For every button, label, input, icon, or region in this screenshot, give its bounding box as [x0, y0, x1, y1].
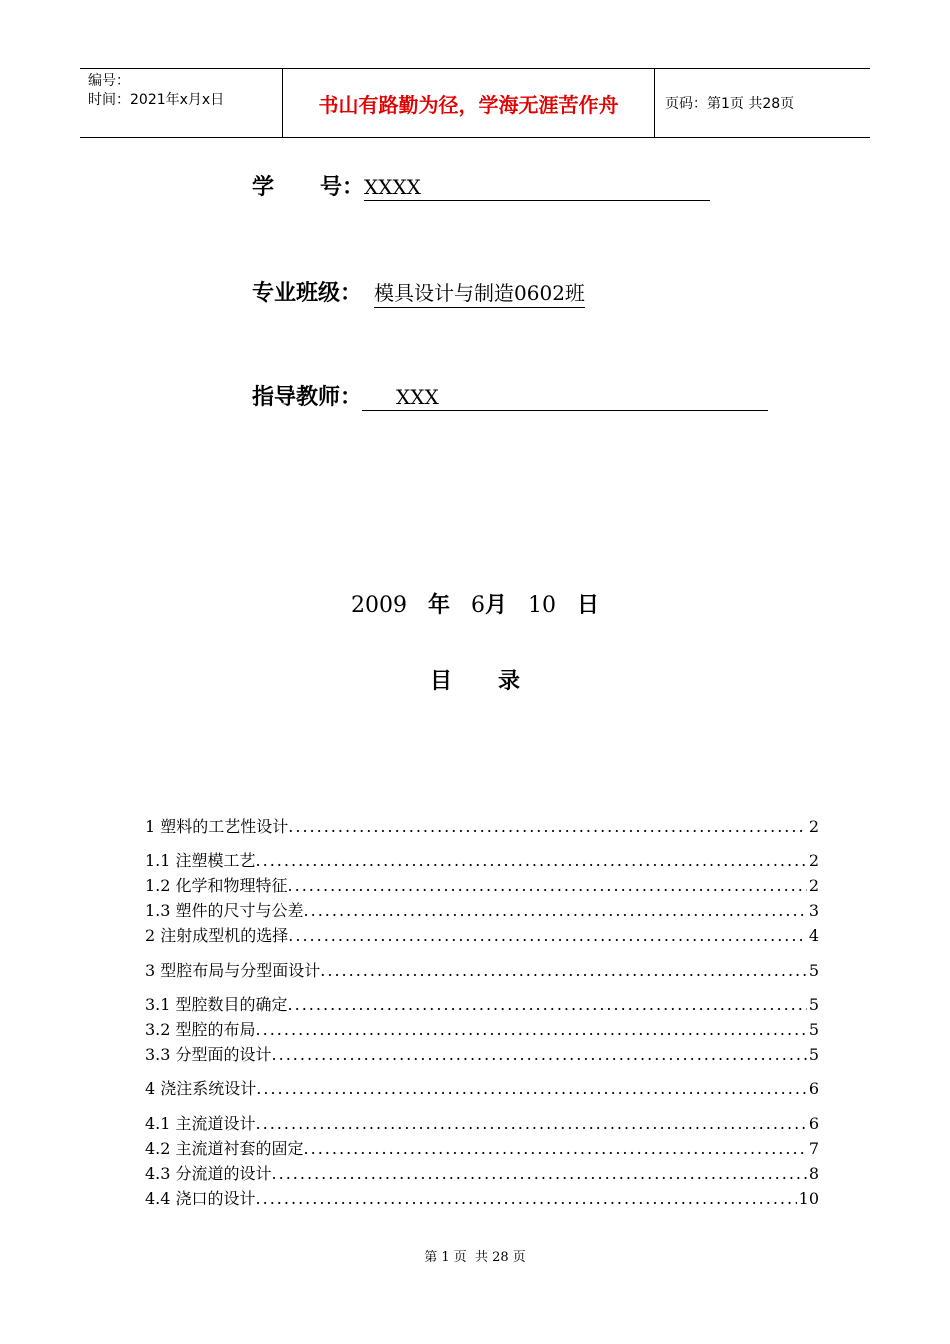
toc-item[interactable] — [145, 1136, 819, 1158]
toc-leader-dots — [256, 851, 807, 870]
toc-item[interactable] — [145, 1017, 819, 1039]
toc-item-page: 6 — [808, 1079, 819, 1098]
toc-item[interactable] — [145, 1111, 819, 1133]
toc-item-title: 1.3 塑件的尺寸与公差 — [145, 901, 304, 920]
toc-item-title: 4 浇注系统设计 — [145, 1079, 257, 1098]
page-footer: 第 1 页 共 28 页 — [424, 1250, 526, 1265]
class-value: 模具设计与制造0602班 — [374, 277, 585, 308]
header-meta — [80, 69, 282, 137]
date-line — [0, 588, 950, 619]
student-id-text: XXXX — [363, 175, 421, 199]
toc-item-page: 10 — [798, 1189, 819, 1208]
toc-item-title: 4.1 主流道设计 — [145, 1114, 256, 1133]
student-id-label: 学 号： — [252, 175, 364, 200]
date-day: 10 — [527, 593, 556, 618]
header-motto: 书山有路勤为径，学海无涯苦作舟 — [318, 92, 619, 117]
toc-item[interactable] — [145, 923, 819, 945]
toc-leader-dots — [288, 926, 807, 945]
toc-item-title: 1 塑料的工艺性设计 — [145, 817, 289, 836]
toc-item-title: 3.1 型腔数目的确定 — [145, 995, 288, 1014]
date-month: 6 — [470, 593, 485, 618]
toc-item-page: 2 — [808, 876, 819, 895]
advisor-text: XXX — [396, 385, 439, 409]
toc-item[interactable] — [145, 1161, 819, 1183]
toc-item[interactable] — [145, 992, 819, 1014]
toc-item-title: 2 注射成型机的选择 — [145, 926, 289, 945]
toc-item-page: 3 — [808, 901, 819, 920]
toc-item[interactable] — [145, 1042, 819, 1064]
header-time-label: 时间：2021年x月x日 — [88, 92, 225, 108]
header-motto-cell — [282, 69, 655, 137]
toc-leader-dots — [256, 1079, 807, 1098]
class-label: 专业班级： — [252, 281, 363, 306]
class-field — [252, 276, 585, 308]
advisor-value — [362, 385, 768, 411]
date-month-char: 月 — [484, 593, 507, 618]
toc-item-page: 2 — [808, 851, 819, 870]
toc-leader-dots — [272, 1164, 807, 1183]
toc-item-title: 3.2 型腔的布局 — [145, 1020, 256, 1039]
toc-leader-dots — [288, 876, 807, 895]
toc-item-page: 8 — [808, 1164, 819, 1183]
toc-leader-dots — [256, 1020, 807, 1039]
date-year-char: 年 — [427, 593, 450, 618]
toc-leader-dots — [256, 1189, 797, 1208]
advisor-label: 指导教师： — [252, 385, 363, 410]
header-table — [80, 68, 870, 138]
toc-leader-dots — [288, 817, 807, 836]
toc-item-title: 4.3 分流道的设计 — [145, 1164, 272, 1183]
toc-leader-dots — [272, 1045, 807, 1064]
toc-item-title: 1.1 注塑模工艺 — [145, 851, 256, 870]
advisor-field — [252, 380, 768, 411]
toc-leader-dots — [304, 901, 807, 920]
toc-item[interactable] — [145, 958, 819, 980]
toc-item-title: 3 型腔布局与分型面设计 — [145, 961, 321, 980]
toc-item-page: 5 — [808, 1045, 819, 1064]
toc-leader-dots — [304, 1139, 807, 1158]
toc-leader-dots — [320, 961, 807, 980]
toc-leader-dots — [256, 1114, 807, 1133]
toc-item[interactable] — [145, 1186, 819, 1208]
toc-item-page: 4 — [808, 926, 819, 945]
toc-item[interactable] — [145, 1076, 819, 1098]
toc-item-title: 3.3 分型面的设计 — [145, 1045, 272, 1064]
toc-title: 目 录 — [430, 669, 520, 694]
date-year: 2009 — [351, 593, 407, 618]
toc-item-page: 2 — [808, 817, 819, 836]
toc-item-page: 7 — [808, 1139, 819, 1158]
date-day-char: 日 — [576, 593, 599, 618]
header-page-info: 页码：第1页 共28页 — [665, 96, 795, 112]
header-number-label: 编号： — [88, 73, 130, 89]
toc-item[interactable] — [145, 814, 819, 836]
toc-item[interactable] — [145, 873, 819, 895]
student-id-value — [364, 175, 710, 201]
student-id-field — [252, 170, 710, 201]
toc-item-title: 1.2 化学和物理特征 — [145, 876, 288, 895]
toc-item-page: 5 — [808, 1020, 819, 1039]
toc-item-page: 6 — [808, 1114, 819, 1133]
toc-item-page: 5 — [808, 961, 819, 980]
toc-item[interactable] — [145, 848, 819, 870]
toc-item-title: 4.2 主流道衬套的固定 — [145, 1139, 304, 1158]
toc-item-page: 5 — [808, 995, 819, 1014]
toc-item-title: 4.4 浇口的设计 — [145, 1189, 256, 1208]
toc-leader-dots — [288, 995, 807, 1014]
toc-item[interactable] — [145, 898, 819, 920]
